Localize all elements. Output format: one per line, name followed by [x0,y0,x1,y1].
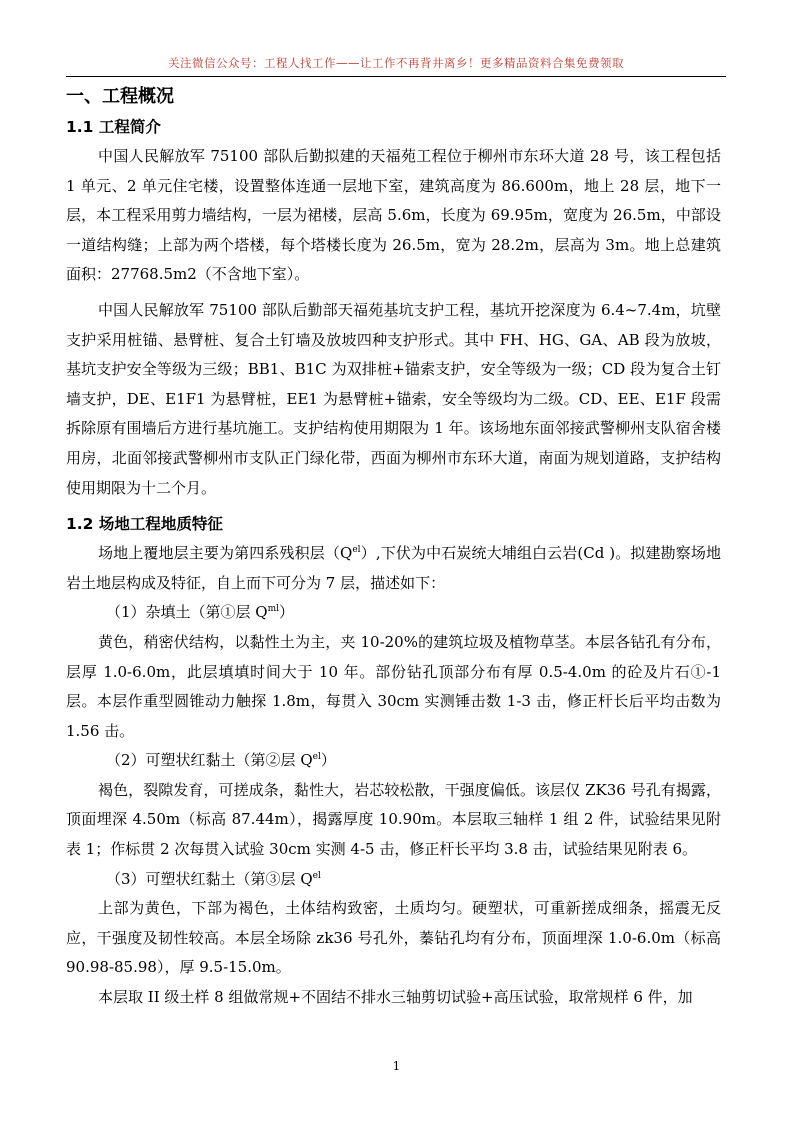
section-title: 一、工程概况 [66,86,174,107]
page-number: 1 [392,1059,401,1073]
layer-3-sample-text: 本层取 II 级土样 8 组做常规+不固结不排水三轴剪切试验+高压试验，取常规样 6 件，加 [98,988,693,1007]
layer-1-superscript: ml [267,604,280,615]
layer-3-superscript: el [312,870,321,881]
subsection-title-1-1: 1.1 工程简介 [66,118,161,136]
paragraph-project-intro: 中国人民解放军 75100 部队后勤拟建的天福苑工程位于柳州市东环大道 28 号，该工程包括 1 单元、2 单元住宅楼，设置整体连通一层地下室，建筑高度为 86.600m，地上 28 层，地下一层，本工程采用剪力墙结构，一层为裙楼，层高 5.6m，长度为 69.95m，宽度为 26.5m，中部设一道结构缝；上部为两个塔楼，每个塔楼长度为 26.5m，宽为 28.2m，层高为 3m。地上总建筑面积：27768.5m2（不含地下室）。 [66,147,721,284]
layer-3-title-text: （3）可塑状红黏土（第③层 Q [106,869,313,888]
layer-1-title-text: （1）杂填土（第①层 Q [106,603,268,622]
layer-1-title [66,598,721,628]
header-divider [66,76,726,77]
header-banner: 关注微信公众号：工程人找工作——让工作不再背井离乡！更多精品资料合集免费领取 [168,56,624,70]
layer-3-title [66,865,721,895]
document-body [66,82,721,1013]
subsection-title-1-2: 1.2 场地工程地质特征 [66,515,223,534]
layer-2-title [66,746,721,776]
layer-3-description: 上部为黄色，下部为褐色，土体结构致密，土质均匀。硬塑状，可重新搓成细条，摇震无反应，干强度及韧性较高。本层全场除 zk36 号孔外，蓁钻孔均有分布，顶面埋深 1.0-6.0m（标高 90.98-85.98），厚 9.5-15.0m。 [66,899,721,977]
geology-intro-text-a: 场地上覆地层主要为第四系残积层（Q [98,544,353,563]
layer-2-title-text: （2）可塑状红黏土（第②层 Q [106,751,313,770]
layer-1-description: 黄色，稍密伏结构，以黏性土为主，夹 10-20%的建筑垃圾及植物草茎。本层各钻孔有分布，层厚 1.0-6.0m，此层填填时间大于 10 年。部份钻孔顶部分布有厚 0.5-4.0m 的砼及片石①-1 层。本层作重型圆锥动力触探 1.8m，每贯入 30cm 实测锤击数 1-3 击，修正杆长后平均击数为 1.56 击。 [66,632,721,740]
paragraph-foundation-support: 中国人民解放军 75100 部队后勤部天福苑基坑支护工程，基坑开挖深度为 6.4~7.4m，坑壁支护采用桩锚、悬臂桩、复合土钉墙及放坡四种支护形式。其中 FH、HG、GA、AB 段为放坡，基坑支护安全等级为三级；BB1、B1C 为双排桩+锚索支护，安全等级为一级；CD 段为复合土钉墙支护，DE、E1F1 为悬臂桩，EE1 为悬臂桩+锚索，安全等级均为二级。CD、EE、E1F 段需拆除原有围墙后方进行基坑施工。支护结构使用期限为 1 年。该场地东面邻接武警柳州支队宿舍楼用房，北面邻接武警柳州市支队正门绿化带，西面为柳州市东环大道，南面为规划道路，支护结构使用期限为十二个月。 [66,300,721,497]
layer-1-title-close: ） [279,603,295,622]
layer-2-description: 褐色，裂隙发育，可搓成条，黏性大，岩芯较松散，干强度偏低。该层仅 ZK36 号孔有揭露，顶面埋深 4.50m（标高 87.44m），揭露厚度 10.90m。本层取三轴样 1 组 2 件，试验结果见附表 1；作标贯 2 次每贯入试验 30cm 实测 4-5 击，修正杆长平均 3.8 击，试验结果见附表 6。 [66,780,721,859]
layer-2-superscript: el [312,752,321,763]
geology-intro-superscript: el [352,545,361,556]
paragraph-geology-intro [66,539,721,598]
layer-2-title-close: ） [320,751,336,770]
geology-intro-text-b: ）,下伏为中石炭统大埔组白云岩(Cd )。拟建勘察场地岩土地层构成及特征，自上而下可分为 7 层，描述如下： [66,544,721,592]
